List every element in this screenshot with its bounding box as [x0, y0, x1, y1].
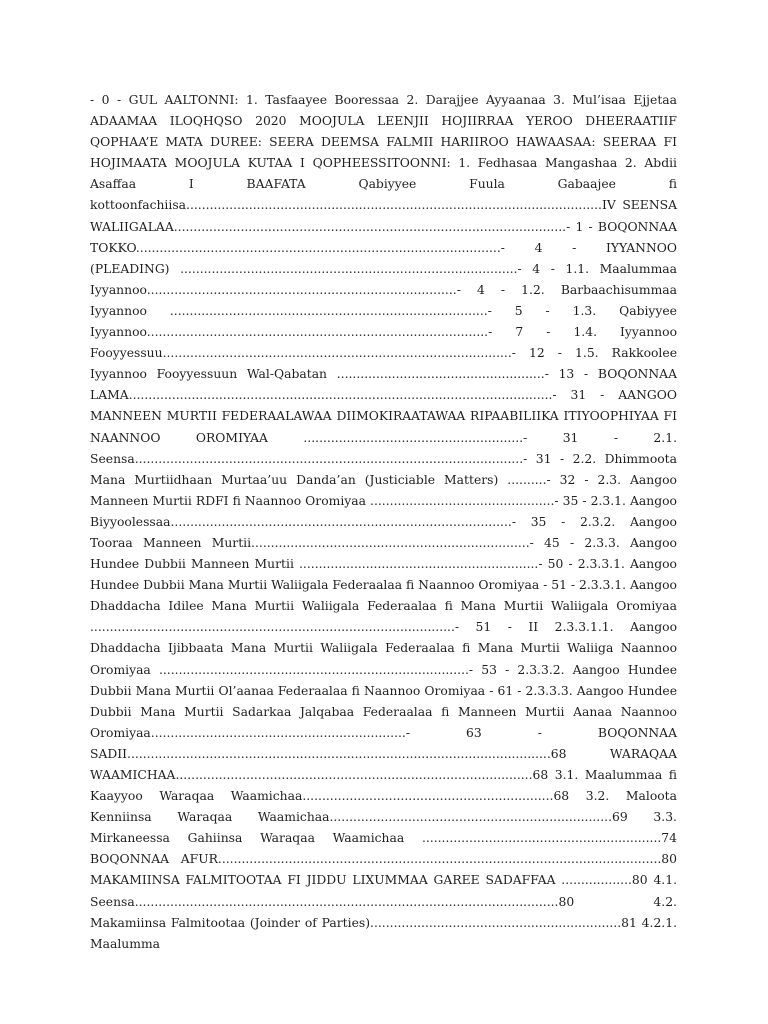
body-text: - 0 - GUL AALTONNI: 1. Tasfaayee Booressaa 2. Darajjee Ayyaanaa 3. Mul’isaa Ejjetaa ADAAMAA ILOQHQSO 2020 MOOJULA LEENJII HOJIIRRAA YEROO DHEERAATIIF QOPHAA’E MATA DUREE: SEERA DEEMSA FALMII HARIIROO HAWAASAA: SEERAA FI HOJIMAATA MOOJULA KUTAA I QOPHEESSITOONNI: 1. Fedhasaa Mangashaa 2. Abdii Asaffaa I BAAFATA Qabiyyee Fuula Gabaajee fi kottoonfachiisa..........................................................................................................IV SEENSA WALIIGALAA....................................................................................................- 1 - BOQONNAA TOKKO.............................................................................................- 4 - IYYANNOO (PLEADING) ......................................................................................- 4 - 1.1. Maalummaa Iyyannoo...............................................................................- 4 - 1.2. Barbaachisummaa Iyyannoo .................................................................................- 5 - 1.3. Qabiyyee Iyyannoo.......................................................................................- 7 - 1.4. Iyyannoo Fooyyessuu.........................................................................................- 12 - 1.5. Rakkoolee Iyyannoo Fooyyessuun Wal-Qabatan .....................................................- 13 - BOQONNAA LAMA............................................................................................................- 31 - AANGOO MANNEEN MURTII FEDERAALAWAA DIIMOKIRAATAWAA RIPAABILIIKA ITIYOOPHIYAA FI NAANNOO OROMIYAA ........................................................- 31 - 2.1. Seensa...................................................................................................- 31 - 2.2. Dhimmoota Mana Murtiidhaan Murtaa’uu Danda’an (Justiciable Matters) ..........- 32 - 2.3. Aangoo Manneen Murtii RDFI fi Naannoo Oromiyaa ...............................................- 35 - 2.3.1. Aangoo Biyyoolessaa.......................................................................................- 35 - 2.3.2. Aangoo Tooraa Manneen Murtii.......................................................................- 45 - 2.3.3. Aangoo Hundee Dubbii Manneen Murtii .............................................................- 50 - 2.3.3.1. Aangoo Hundee Dubbii Mana Murtii Waliigala Federaalaa fi Naannoo Oromiyaa - 51 - 2.3.3.1. Aangoo Dhaddacha Idilee Mana Murtii Waliigala Federaalaa fi Mana Murtii Waliigala Oromiyaa .............................................................................................- 51 - II 2.3.3.1.1. Aangoo Dhaddacha Ijibbaata Mana Murtii Waliigala Federaalaa fi Mana Murtii Waliiga Naannoo Oromiyaa ...............................................................................- 53 - 2.3.3.2. Aangoo Hundee Dubbii Mana Murtii Ol’aanaa Federaalaa fi Naannoo Oromiyaa - 61 - 2.3.3.3. Aangoo Hundee Dubbii Mana Murtii Sadarkaa Jalqabaa Federaalaa fi Manneen Murtii Aanaa Naannoo Oromiyaa.................................................................- 63 - BOQONNAA SADII............................................................................................................68 WARAQAA WAAMICHAA...........................................................................................68 3.1. Maalummaa fi Kaayyoo Waraqaa Waamichaa................................................................68 3.2. Maloota Kenniinsa Waraqaa Waamichaa........................................................................69 3.3. Mirkaneessa Gahiinsa Waraqaa Waamichaa .............................................................74 BOQONNAA AFUR.................................................................................................................80 MAKAMIINSA FALMITOOTAA FI JIDDU LIXUMMAA GAREE SADAFFAA ..................80 4.1. Seensa............................................................................................................80 4.2. Makamiinsa Falmitootaa (Joinder of Parties)................................................................81 4.2.1. Maalumma: [90, 93, 677, 951]
